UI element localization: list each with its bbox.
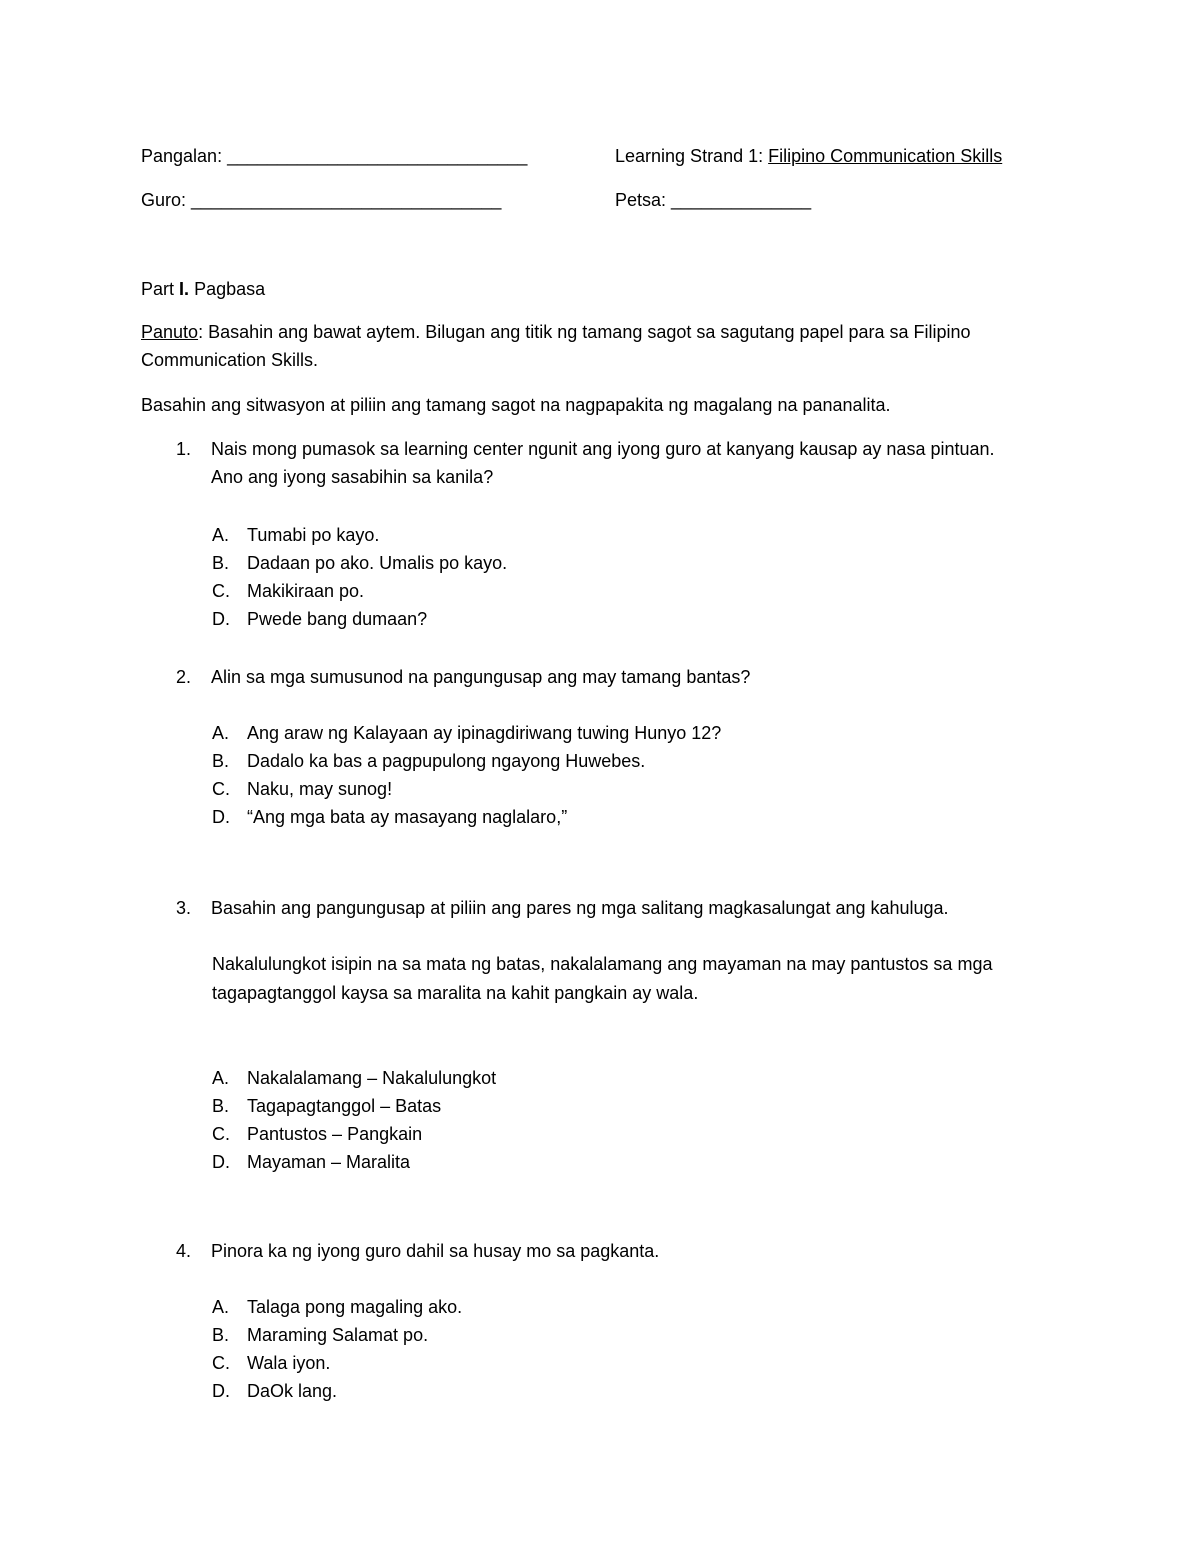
option-text: Pantustos – Pangkain xyxy=(247,1124,423,1144)
option-item[interactable] xyxy=(212,1094,441,1118)
option-letter: D. xyxy=(212,807,230,827)
name-label: Pangalan: xyxy=(141,146,223,166)
part-prefix: Part xyxy=(141,279,175,299)
option-text: Wala iyon. xyxy=(247,1353,331,1373)
option-text: Dadalo ka bas a pagpupulong ngayong Huwebes. xyxy=(247,751,646,771)
option-item[interactable] xyxy=(212,1379,337,1403)
option-item[interactable] xyxy=(212,749,645,773)
part-title xyxy=(141,277,265,301)
question-text: Nais mong pumasok sa learning center ngunit ang iyong guro at kanyang kausap ay nasa pintuan. Ano ang iyong sasabihin sa kanila? xyxy=(211,439,995,487)
question-number: 2. xyxy=(176,667,192,687)
question-passage: Nakalulungkot isipin na sa mata ng batas, nakalalamang ang mayaman na may pantustos sa mga tagapagtanggol kaysa sa maralita na kahit pangkain ay wala. xyxy=(212,954,993,1003)
option-item[interactable] xyxy=(212,523,379,547)
option-item[interactable] xyxy=(212,1122,422,1146)
option-letter: D. xyxy=(212,1152,230,1172)
learning-strand xyxy=(615,144,1002,168)
instructions xyxy=(141,318,1051,374)
teacher-field xyxy=(141,188,501,212)
option-letter: C. xyxy=(212,1124,230,1144)
option-text: Naku, may sunog! xyxy=(247,779,393,799)
option-item[interactable] xyxy=(212,1150,410,1174)
option-item[interactable] xyxy=(212,1351,330,1375)
part-name: Pagbasa xyxy=(194,279,266,299)
option-letter: A. xyxy=(212,525,230,545)
option-letter: B. xyxy=(212,751,230,771)
option-text: Nakalalamang – Nakalulungkot xyxy=(247,1068,497,1088)
option-item[interactable] xyxy=(212,1323,428,1347)
name-field xyxy=(141,144,527,168)
date-field xyxy=(615,188,811,212)
strand-value: Filipino Communication Skills xyxy=(768,146,1003,166)
teacher-blank[interactable]: _______________________________ xyxy=(191,190,502,210)
option-item[interactable] xyxy=(212,607,427,631)
option-letter: D. xyxy=(212,1381,230,1401)
question-text: Alin sa mga sumusunod na pangungusap ang may tamang bantas? xyxy=(211,667,751,687)
option-letter: B. xyxy=(212,553,230,573)
question-number: 1. xyxy=(176,439,192,459)
option-letter: A. xyxy=(212,1068,230,1088)
option-letter: C. xyxy=(212,581,230,601)
option-text: Pwede bang dumaan? xyxy=(247,609,428,629)
question-number: 4. xyxy=(176,1241,192,1261)
option-text: Makikiraan po. xyxy=(247,581,365,601)
option-text: Mayaman – Maralita xyxy=(247,1152,411,1172)
option-text: Tumabi po kayo. xyxy=(247,525,380,545)
option-text: Maraming Salamat po. xyxy=(247,1325,429,1345)
option-letter: A. xyxy=(212,723,230,743)
name-blank[interactable]: ______________________________ xyxy=(227,146,528,166)
instructions-label: Panuto xyxy=(141,322,199,342)
option-item[interactable] xyxy=(212,1295,462,1319)
instructions-text: : Basahin ang bawat aytem. Bilugan ang titik ng tamang sagot sa sagutang papel para sa Filipino Communication Skills. xyxy=(141,322,971,370)
option-item[interactable] xyxy=(212,721,721,745)
option-text: DaOk lang. xyxy=(247,1381,338,1401)
option-item[interactable] xyxy=(212,1066,496,1090)
option-text: Tagapagtanggol – Batas xyxy=(247,1096,442,1116)
option-letter: C. xyxy=(212,779,230,799)
part-number: I. xyxy=(179,279,190,299)
option-letter: D. xyxy=(212,609,230,629)
option-text: Dadaan po ako. Umalis po kayo. xyxy=(247,553,508,573)
option-letter: B. xyxy=(212,1096,230,1116)
option-item[interactable] xyxy=(212,551,507,575)
teacher-label: Guro: xyxy=(141,190,187,210)
option-item[interactable] xyxy=(212,579,364,603)
option-text: Ang araw ng Kalayaan ay ipinagdiriwang tuwing Hunyo 12? xyxy=(247,723,722,743)
option-letter: C. xyxy=(212,1353,230,1373)
question-number: 3. xyxy=(176,898,192,918)
option-letter: B. xyxy=(212,1325,230,1345)
date-blank[interactable]: ______________ xyxy=(671,190,812,210)
option-item[interactable] xyxy=(212,777,392,801)
strand-label: Learning Strand 1: xyxy=(615,146,764,166)
option-text: “Ang mga bata ay masayang naglalaro,” xyxy=(247,807,568,827)
situation-intro: Basahin ang sitwasyon at piliin ang tamang sagot na nagpapakita ng magalang na pananalita. xyxy=(141,395,891,415)
option-item[interactable] xyxy=(212,805,567,829)
date-label: Petsa: xyxy=(615,190,667,210)
option-text: Talaga pong magaling ako. xyxy=(247,1297,463,1317)
question-text: Pinora ka ng iyong guro dahil sa husay mo sa pagkanta. xyxy=(211,1241,660,1261)
question-text: Basahin ang pangungusap at piliin ang pares ng mga salitang magkasalungat ang kahuluga. xyxy=(211,898,949,918)
option-letter: A. xyxy=(212,1297,230,1317)
